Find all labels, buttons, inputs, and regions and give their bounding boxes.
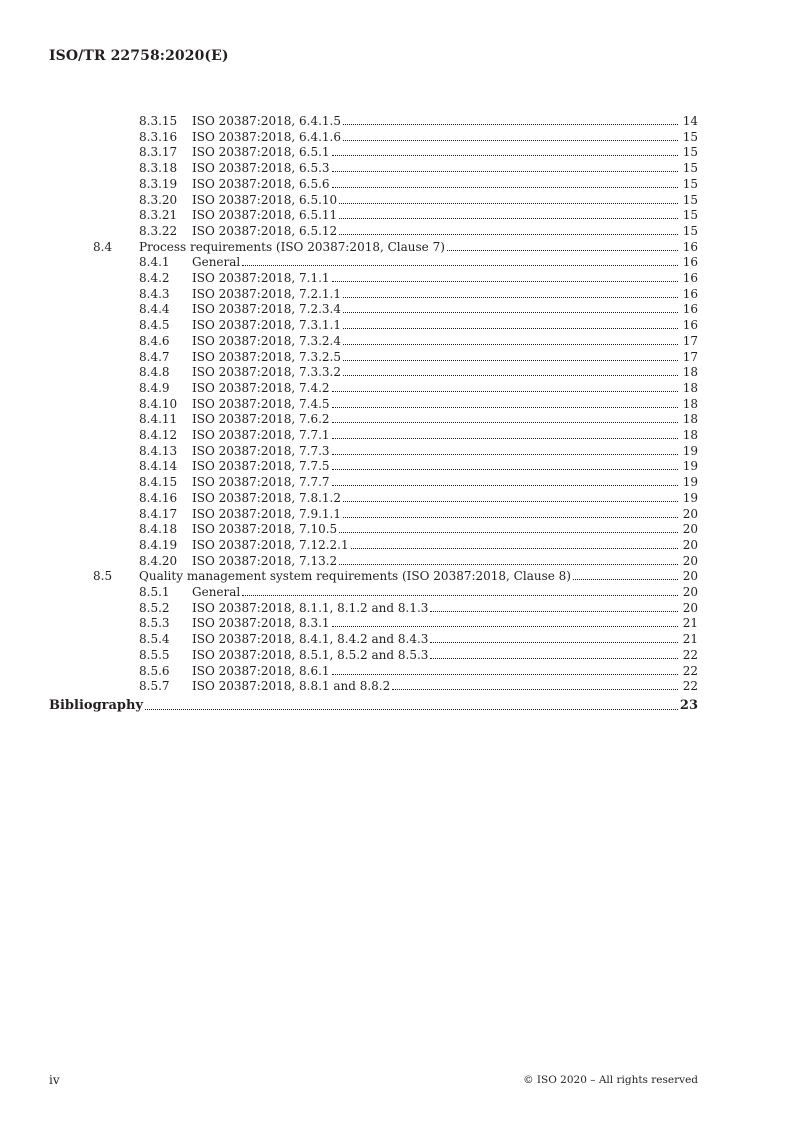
toc-entry-leader <box>192 521 678 537</box>
toc-entry-number: 8.5.4 <box>139 632 170 647</box>
toc-entry-page: 16 <box>682 255 698 270</box>
toc-entry-title: ISO 20387:2018, 8.3.1 <box>192 616 330 631</box>
toc-entry-title: Process requirements (ISO 20387:2018, Clause 7) <box>139 239 445 254</box>
toc-entry-number: 8.4.1 <box>139 255 170 270</box>
toc-entry-number: 8.5.1 <box>139 585 170 599</box>
toc-entry-number: 8.4.4 <box>139 302 170 317</box>
dot-leader <box>339 217 678 219</box>
toc-entry[interactable] <box>0 474 793 490</box>
dot-leader <box>351 547 678 549</box>
toc-entry-number: 8.4.13 <box>139 443 178 458</box>
toc-entry[interactable] <box>0 396 793 412</box>
toc-entry[interactable] <box>0 537 793 553</box>
dot-leader <box>339 563 678 565</box>
toc-entry-leader <box>192 207 678 223</box>
toc-entry-page: 23 <box>679 697 698 713</box>
toc-entry-number: 8.3.17 <box>139 145 178 160</box>
toc-entry-number: 8.4.14 <box>139 459 178 474</box>
toc-entry-leader <box>139 568 678 584</box>
toc-entry-leader <box>192 286 678 302</box>
toc-entry[interactable] <box>0 647 793 663</box>
toc-entry[interactable] <box>0 698 793 714</box>
toc-entry-page: 15 <box>682 161 698 176</box>
dot-leader <box>343 139 678 141</box>
toc-entry-title: ISO 20387:2018, 6.5.6 <box>192 176 330 191</box>
toc-entry-title: ISO 20387:2018, 7.4.2 <box>192 380 330 395</box>
toc-entry-number: 8.4.2 <box>139 271 170 285</box>
toc-entry-leader <box>192 270 678 286</box>
toc-entry[interactable] <box>0 270 793 286</box>
dot-leader <box>332 468 678 470</box>
toc-entry-number: 8.4.12 <box>139 428 178 442</box>
toc-entry-leader <box>192 647 678 663</box>
page-number-footer: iv <box>49 1073 60 1087</box>
dot-leader <box>430 657 678 659</box>
dot-leader <box>242 264 678 266</box>
toc-entry-title: ISO 20387:2018, 7.7.5 <box>192 459 330 474</box>
toc-entry-title: ISO 20387:2018, 7.10.5 <box>192 522 338 537</box>
toc-entry-leader <box>192 223 678 239</box>
toc-entry[interactable] <box>0 113 793 129</box>
toc-entry[interactable] <box>0 317 793 333</box>
toc-entry-page: 20 <box>682 585 698 599</box>
dot-leader <box>145 708 678 710</box>
toc-entry-page: 20 <box>682 537 698 552</box>
toc-entry-page: 18 <box>682 380 698 395</box>
toc-entry-number: 8.5.6 <box>139 663 170 678</box>
toc-entry-leader <box>192 631 678 647</box>
toc-entry-title: ISO 20387:2018, 7.3.2.5 <box>192 349 341 364</box>
toc-entry-number: 8.4.8 <box>139 365 170 380</box>
toc-entry-title: ISO 20387:2018, 6.5.12 <box>192 223 338 238</box>
toc-entry[interactable] <box>0 553 793 569</box>
toc-entry-title: ISO 20387:2018, 7.6.2 <box>192 412 330 427</box>
toc-entry[interactable] <box>0 584 793 600</box>
toc-entry[interactable] <box>0 254 793 270</box>
toc-entry-page: 22 <box>682 647 698 662</box>
dot-leader <box>430 641 678 643</box>
dot-leader <box>392 688 678 690</box>
toc-entry-title: ISO 20387:2018, 7.8.1.2 <box>192 490 341 505</box>
toc-entry-page: 16 <box>682 271 698 285</box>
toc-entry-leader <box>192 443 678 459</box>
toc-entry-leader <box>192 301 678 317</box>
toc-entry[interactable] <box>0 631 793 647</box>
toc-entry-number: 8.4.9 <box>139 380 170 395</box>
dot-leader <box>343 123 678 125</box>
toc-entry-title: ISO 20387:2018, 7.12.2.1 <box>192 537 349 552</box>
toc-entry-page: 20 <box>682 600 698 615</box>
toc-entry-title: ISO 20387:2018, 6.4.1.5 <box>192 114 341 128</box>
toc-entry-page: 22 <box>682 663 698 678</box>
toc-entry-title: Quality management system requirements (ISO 20387:2018, Clause 8) <box>139 569 571 584</box>
toc-entry-title: ISO 20387:2018, 7.3.2.4 <box>192 333 341 348</box>
toc-entry-leader <box>192 584 678 600</box>
toc-entry[interactable] <box>0 301 793 317</box>
toc-entry-page: 16 <box>682 302 698 317</box>
toc-entry-title: ISO 20387:2018, 8.1.1, 8.1.2 and 8.1.3 <box>192 600 429 615</box>
dot-leader <box>430 610 678 612</box>
toc-entry-title: ISO 20387:2018, 7.3.1.1 <box>192 318 341 333</box>
dot-leader <box>447 249 678 251</box>
dot-leader <box>332 390 678 392</box>
toc-entry-title: ISO 20387:2018, 7.1.1 <box>192 271 330 285</box>
toc-entry-number: 8.3.21 <box>139 208 178 223</box>
toc-entry-leader <box>192 254 678 270</box>
toc-entry-page: 18 <box>682 412 698 427</box>
toc-entry-title: General <box>192 585 241 599</box>
toc-entry-page: 19 <box>682 490 698 505</box>
toc-entry-leader <box>192 129 678 145</box>
toc-entry-page: 15 <box>682 176 698 191</box>
toc-entry[interactable] <box>0 506 793 522</box>
toc-entry[interactable] <box>0 443 793 459</box>
toc-entry-leader <box>139 239 678 255</box>
toc-entry[interactable] <box>0 490 793 506</box>
toc-entry-number: 8.4.19 <box>139 537 178 552</box>
toc-entry-leader <box>192 317 678 333</box>
toc-entry-page: 15 <box>682 223 698 238</box>
toc-entry-page: 14 <box>682 114 698 128</box>
toc-entry-number: 8.3.19 <box>139 176 178 191</box>
dot-leader <box>332 186 678 188</box>
toc-entry-number: 8.4.3 <box>139 286 170 301</box>
toc-entry-page: 16 <box>682 318 698 333</box>
toc-entry-page: 20 <box>682 506 698 521</box>
toc-entry-leader <box>192 600 678 616</box>
toc-entry-page: 17 <box>682 333 698 348</box>
dot-leader <box>343 327 678 329</box>
toc-entry-number: 8.4.15 <box>139 475 178 490</box>
toc-entry[interactable] <box>0 129 793 145</box>
toc-entry[interactable] <box>0 176 793 192</box>
toc-entry[interactable] <box>0 160 793 176</box>
toc-entry-title: ISO 20387:2018, 6.5.3 <box>192 161 330 176</box>
toc-entry-title: ISO 20387:2018, 6.5.1 <box>192 145 330 160</box>
dot-leader <box>332 406 678 408</box>
toc-entry-title: ISO 20387:2018, 6.5.10 <box>192 192 338 207</box>
dot-leader <box>343 500 678 502</box>
toc-entry-number: 8.3.15 <box>139 114 178 128</box>
toc-entry-page: 21 <box>682 616 698 631</box>
toc-entry-title: ISO 20387:2018, 8.4.1, 8.4.2 and 8.4.3 <box>192 632 429 647</box>
toc-entry-page: 15 <box>682 129 698 144</box>
dot-leader <box>343 516 678 518</box>
dot-leader <box>339 531 678 533</box>
dot-leader <box>343 343 678 345</box>
toc-entry-page: 20 <box>682 553 698 568</box>
toc-entry-page: 15 <box>682 208 698 223</box>
toc-entry-page: 19 <box>682 443 698 458</box>
toc-entry[interactable] <box>0 144 793 160</box>
toc-entry-number: 8.4.10 <box>139 396 178 411</box>
toc-entry[interactable] <box>0 568 793 584</box>
toc-entry-page: 22 <box>682 679 698 694</box>
toc-entry-page: 17 <box>682 349 698 364</box>
toc-entry-page: 18 <box>682 365 698 380</box>
toc-entry-leader <box>192 537 678 553</box>
toc-entry-leader <box>192 113 678 129</box>
toc-entry-leader <box>192 396 678 412</box>
toc-entry-number: 8.4.18 <box>139 522 178 537</box>
dot-leader <box>343 296 678 298</box>
toc-entry-number: 8.5 <box>93 569 113 584</box>
toc-entry-title: ISO 20387:2018, 7.7.1 <box>192 428 330 442</box>
toc-entry[interactable] <box>0 678 793 694</box>
copyright-footer: © ISO 2020 – All rights reserved <box>523 1074 698 1086</box>
toc-entry-number: 8.3.22 <box>139 223 178 238</box>
toc-entry[interactable] <box>0 427 793 443</box>
toc-entry-number: 8.4.5 <box>139 318 170 333</box>
dot-leader <box>332 280 678 282</box>
toc-entry[interactable] <box>0 286 793 302</box>
toc-entry-page: 15 <box>682 145 698 160</box>
dot-leader <box>343 359 678 361</box>
toc-entry-leader <box>192 490 678 506</box>
dot-leader <box>343 311 678 313</box>
toc-entry-number: 8.4.7 <box>139 349 170 364</box>
dot-leader <box>332 625 678 627</box>
toc-entry-page: 18 <box>682 396 698 411</box>
toc-entry-title: ISO 20387:2018, 7.7.3 <box>192 443 330 458</box>
toc-entry-page: 20 <box>682 569 698 584</box>
toc-entry-number: 8.5.3 <box>139 616 170 631</box>
toc-entry[interactable] <box>0 615 793 631</box>
toc-entry-number: 8.4.20 <box>139 553 178 568</box>
dot-leader <box>332 154 678 156</box>
dot-leader <box>343 374 678 376</box>
toc-entry-leader <box>49 698 678 714</box>
toc-entry-title: ISO 20387:2018, 7.2.3.4 <box>192 302 341 317</box>
toc-entry-title: ISO 20387:2018, 6.4.1.6 <box>192 129 341 144</box>
toc-entry-leader <box>192 364 678 380</box>
toc-entry-page: 19 <box>682 459 698 474</box>
toc-entry-number: 8.4.11 <box>139 412 178 427</box>
dot-leader <box>332 170 678 172</box>
toc-entry-number: 8.5.7 <box>139 679 170 694</box>
toc-entry[interactable] <box>0 333 793 349</box>
toc-entry[interactable] <box>0 364 793 380</box>
toc-entry[interactable] <box>0 207 793 223</box>
dot-leader <box>332 437 678 439</box>
toc-entry-title: ISO 20387:2018, 7.7.7 <box>192 475 330 490</box>
toc-entry-leader <box>192 663 678 679</box>
toc-entry[interactable] <box>0 411 793 427</box>
dot-leader <box>332 453 678 455</box>
toc-entry-page: 16 <box>682 239 698 254</box>
dot-leader <box>339 233 678 235</box>
toc-entry[interactable] <box>0 663 793 679</box>
toc-entry[interactable] <box>0 349 793 365</box>
toc-entry[interactable] <box>0 380 793 396</box>
toc-entry-title: ISO 20387:2018, 8.8.1 and 8.8.2 <box>192 679 391 694</box>
toc-entry-title: Bibliography <box>49 697 144 713</box>
toc-entry-leader <box>192 349 678 365</box>
toc-entry[interactable] <box>0 521 793 537</box>
toc-entry-page: 19 <box>682 475 698 490</box>
toc-entry-leader <box>192 333 678 349</box>
toc-entry-number: 8.3.16 <box>139 129 178 144</box>
toc-entry[interactable] <box>0 239 793 255</box>
toc-entry-leader <box>192 678 678 694</box>
toc-entry-page: 16 <box>682 286 698 301</box>
toc-entry-number: 8.4 <box>93 239 113 254</box>
document-id-header: ISO/TR 22758:2020(E) <box>49 48 229 64</box>
dot-leader <box>332 421 678 423</box>
dot-leader <box>339 202 678 204</box>
toc-entry-leader <box>192 615 678 631</box>
toc-entry-leader <box>192 192 678 208</box>
dot-leader <box>332 484 678 486</box>
toc-entry-page: 18 <box>682 428 698 442</box>
toc-entry-leader <box>192 144 678 160</box>
toc-entry-title: ISO 20387:2018, 6.5.11 <box>192 208 338 223</box>
toc-entry-number: 8.5.2 <box>139 600 170 615</box>
toc-entry-number: 8.3.20 <box>139 192 178 207</box>
toc-entry-title: ISO 20387:2018, 7.4.5 <box>192 396 330 411</box>
dot-leader <box>332 673 678 675</box>
toc-entry-title: ISO 20387:2018, 8.5.1, 8.5.2 and 8.5.3 <box>192 647 429 662</box>
toc-entry-title: ISO 20387:2018, 7.3.3.2 <box>192 365 341 380</box>
toc-entry-number: 8.5.5 <box>139 647 170 662</box>
toc-entry-leader <box>192 506 678 522</box>
toc-entry-leader <box>192 176 678 192</box>
toc-entry-title: General <box>192 255 241 270</box>
dot-leader <box>573 578 678 580</box>
toc-entry-number: 8.4.6 <box>139 333 170 348</box>
toc-entry-title: ISO 20387:2018, 7.13.2 <box>192 553 338 568</box>
toc-entry-title: ISO 20387:2018, 7.9.1.1 <box>192 506 341 521</box>
toc-entry-page: 15 <box>682 192 698 207</box>
toc-entry-leader <box>192 427 678 443</box>
toc-entry[interactable] <box>0 192 793 208</box>
toc-entry-number: 8.4.16 <box>139 490 178 505</box>
toc-entry-leader <box>192 553 678 569</box>
toc-entry-number: 8.4.17 <box>139 506 178 521</box>
toc-entry-leader <box>192 411 678 427</box>
toc-entry-leader <box>192 380 678 396</box>
toc-entry-number: 8.3.18 <box>139 161 178 176</box>
toc-entry[interactable] <box>0 458 793 474</box>
toc-entry-page: 21 <box>682 632 698 647</box>
toc-entry-title: ISO 20387:2018, 8.6.1 <box>192 663 330 678</box>
toc-entry-leader <box>192 474 678 490</box>
toc-entry[interactable] <box>0 600 793 616</box>
toc-entry-title: ISO 20387:2018, 7.2.1.1 <box>192 286 341 301</box>
toc-entry[interactable] <box>0 223 793 239</box>
toc-entry-page: 20 <box>682 522 698 537</box>
dot-leader <box>242 594 678 596</box>
toc-entry-leader <box>192 458 678 474</box>
toc-entry-leader <box>192 160 678 176</box>
